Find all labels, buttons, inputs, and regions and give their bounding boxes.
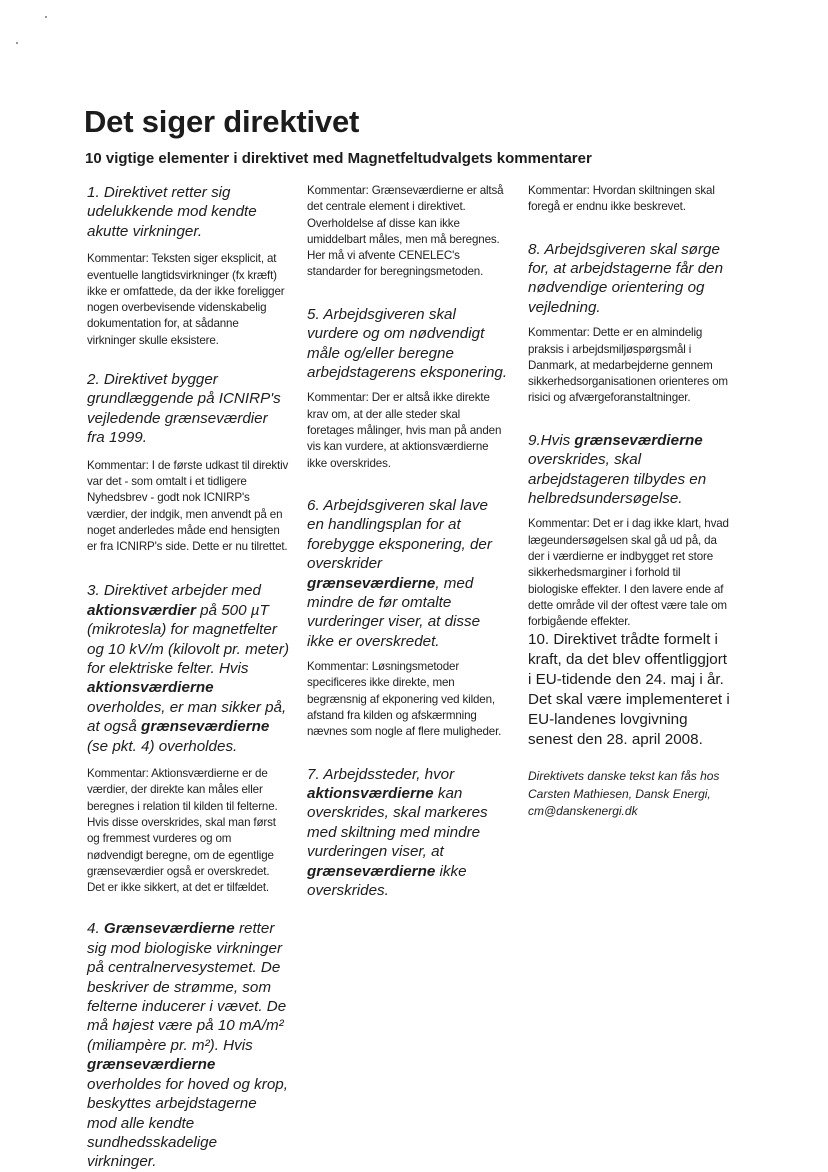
- comment-3: Kommentar: Aktionsværdierne er de værdier, der direkte kan måles eller beregnes i relation til kilden til felterne. Hvis disse overskrides, skal man først og fremmest vurderes og om nødvendigt beregne, om de egentlige grænseværdier også er overskredet. Det er ikke sikkert, at det er tilfældet.: [87, 767, 278, 895]
- point-6: 6. Arbejdsgiveren skal lave en handlingsplan for at forebygge eksponering, der overskrider grænseværdierne, med mindre de før omtalte vurderinger viser, at disse ikke er overskredet.: [307, 496, 492, 650]
- comment-9: Kommentar: Det er i dag ikke klart, hvad lægeundersøgelsen skal gå ud på, da der i værdierne er indbygget ret store sikkerhedsmarginer i forhold til biologiske effekter. I den lavere ende af dette område vil der oftest være tale om forbigående effekter.: [528, 517, 729, 629]
- point-1: 1. Direktivet retter sig udelukkende mod kendte akutte virkninger.: [87, 184, 257, 240]
- comment-8: Kommentar: Dette er en almindelig praksis i arbejdsmiljøspørgsmål i Danmark, at medarbejderne gennem sikkerhedsorganisationen orienteres om risici og afværgeforanstaltninger.: [528, 326, 728, 405]
- comment-6: Kommentar: Løsningsmetoder specificeres ikke direkte, men begrænsnig af ekponering ved kilden, afstand fra kilden og afskærmning nævnes som nogle af flere muligheder.: [307, 660, 502, 739]
- comment-4: Kommentar: Grænseværdierne er altså det centrale element i direktivet. Overholdelse af disse kan ikke umiddelbart måles, men må beregnes. Her må vi afvente CENELEC's standarder for beregningsmetoden.: [307, 184, 504, 279]
- comment-2: Kommentar: I de første udkast til direktiv var det - som omtalt i et tidligere Nyhedsbrev - godt nok ICNIRP's værdier, der indgik, men anvendt på en noget anderledes måde end hensigten er fra ICNIRP's side. Dette er nu tilrettet.: [87, 458, 289, 554]
- point-10: 10. Direktivet trådte formelt i kraft, da det blev offentliggjort i EU-tidende den 24. maj i år. Det skal være implementeret i EU-landenes lovgivning senest den 28. april 2008.: [528, 631, 730, 749]
- page-speck: [45, 16, 47, 18]
- point-7: 7. Arbejdssteder, hvor aktionsværdierne kan overskrides, skal markeres med skiltning med mindre vurderingen viser, at grænseværdierne ikke overskrides.: [307, 765, 488, 900]
- page-subtitle: 10 vigtige elementer i direktivet med Magnetfeltudvalgets kommentarer: [85, 150, 592, 167]
- column-1: [87, 183, 289, 1172]
- column-3: [528, 183, 730, 821]
- point-4: 4. Grænseværdierne retter sig mod biologiske virkninger på centralnervesystemet. De beskriver de strømme, som felterne inducerer i vævet. De må højest være på 10 mA/m² (miliampère pr. m²). Hvis grænseværdierne overholdes for hoved og krop, beskyttes arbejdstagerne mod alle kendte sundhedsskadelige virkninger.: [87, 920, 288, 1171]
- point-3: 3. Direktivet arbejder med aktionsværdier på 500 µT (mikrotesla) for magnetfelter og 10 kV/m (kilovolt pr. meter) for elektriske felter. Hvis aktionsværdierne overholdes, er man sikker på, at også grænseværdierne (se pkt. 4) overholdes.: [87, 582, 289, 755]
- page-speck: [16, 42, 18, 44]
- column-2: [307, 183, 509, 900]
- page-title: Det siger direktivet: [84, 104, 360, 139]
- point-9: 9.Hvis grænseværdierne overskrides, skal arbejdstageren tilbydes en helbredsundersøgelse.: [528, 431, 707, 507]
- comment-1: Kommentar: Teksten siger eksplicit, at eventuelle langtidsvirkninger (fx kræft) ikke er omfattede, da der ikke foreligger nogen overbevisende videnskabelig dokumentation for, at sådanne virkninger skulle eksistere.: [87, 252, 285, 347]
- point-5: 5. Arbejdsgiveren skal vurdere og om nødvendigt måle og/eller beregne arbejdstagerens eksponering.: [307, 305, 508, 381]
- comment-5: Kommentar: Der er altså ikke direkte krav om, at der alle steder skal foretages målinger, hvis man på anden vis kan vurdere, at aktionsværdierne ikke overskrides.: [307, 391, 502, 470]
- comment-7: Kommentar: Hvordan skiltningen skal foregå er endnu ikke beskrevet.: [528, 184, 715, 214]
- credit-note: Direktivets danske tekst kan fås hos Carsten Mathiesen, Dansk Energi, cm@danskenergi.dk: [528, 769, 720, 819]
- point-8: 8. Arbejdsgiveren skal sørge for, at arbejdstagerne får den nødvendige orientering og vejledning.: [528, 240, 724, 316]
- point-2: 2. Direktivet bygger grundlæggende på ICNIRP's vejledende grænseværdier fra 1999.: [87, 371, 281, 447]
